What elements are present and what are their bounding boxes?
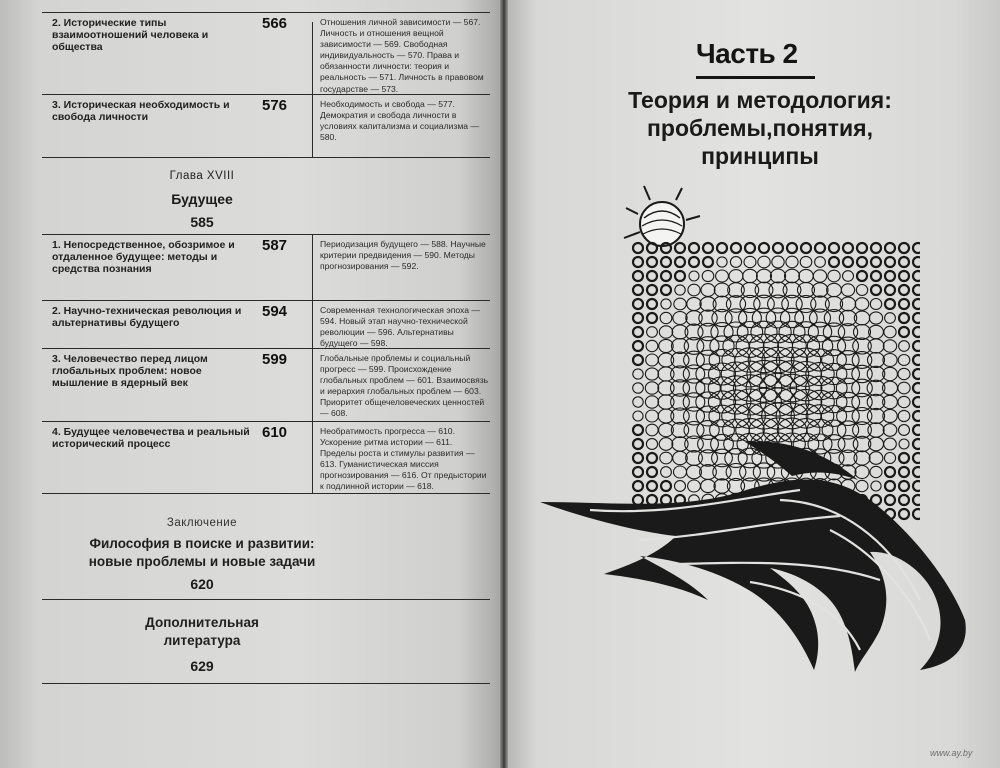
grid-circle [811,296,830,312]
grid-circle [647,313,657,323]
grid-circle [857,243,867,253]
grid-circle [799,269,813,282]
grid-circle [913,467,923,477]
grid-circle [683,379,705,397]
grid-circle [633,397,643,407]
grid-circle [745,243,755,253]
grid-circle [773,243,783,253]
grid-circle [841,284,854,296]
watermark: www.ay.by [930,748,973,758]
toc-entry [42,94,490,159]
grid-circle [898,355,910,366]
grid-circle [633,411,643,421]
grid-circle [883,424,897,437]
grid-circle [633,383,644,393]
grid-circle [701,284,715,297]
grid-circle [647,327,658,338]
grid-circle [711,434,734,453]
toc-subtopics: Необратимость прогресса — 610. Ускорение ритма истории — 611. Пределы роста и стимулы развития — 613. Гуманистическая миссия прогнозирования — 616. От предыстории к подлинной истории — 618. [320,426,487,492]
chapter-label: Глава XVIII [169,170,235,182]
grid-circle [899,481,909,491]
grid-circle [658,381,674,395]
toc-page-number: 610 [262,424,288,441]
grid-circle [913,411,923,421]
grid-circle [633,299,643,309]
grid-circle [703,243,713,253]
grid-circle [751,321,777,343]
chapter-title: Будущее [171,191,233,207]
grid-circle [800,256,812,267]
grid-circle [752,308,775,328]
grid-circle [884,453,895,464]
book-gutter [500,0,508,768]
grid-circle [871,481,881,491]
grid-circle [633,453,643,463]
toc-subtopics: Отношения личной зависимости — 567. Личность и отношения вещной зависимости — 569. Свободная индивидуальность — 570. Права и обязанности личности: теория и реальность — 571. Личность в правовом государстве — 573. [320,17,484,94]
grid-circle [675,481,686,492]
grid-circle [661,299,671,309]
toc-topic: 2. Исторические типы взаимоотношений человека и общества [52,17,209,53]
grid-circle [885,313,896,324]
conclusion-label: Заключение [166,517,238,529]
grid-circle [717,257,727,267]
grid-circle [633,341,643,351]
toc-topic: 3. Человечество перед лицом глобальных проблем: новое мышление в ядерный век [52,353,208,389]
toc-page-number: 576 [262,97,288,114]
grid-circle [899,439,909,449]
grid-circle [843,271,854,282]
grid-circle [646,340,658,351]
grid-circle [870,466,882,477]
grid-circle [758,256,770,268]
grid-circle [898,382,910,394]
grid-circle [899,495,909,505]
grid-circle [633,355,643,365]
grid-circle [856,285,867,296]
grid-circle [899,299,909,309]
grid-circle [913,439,923,449]
grid-circle [913,383,923,393]
grid-circle [899,257,909,267]
grid-circle [689,271,699,281]
grid-circle [703,257,713,267]
grid-circle [759,243,769,253]
grid-circle [633,243,643,253]
grid-circle [660,312,672,323]
grid-circle [870,299,881,310]
toc-subtopics: Необходимость и свобода — 577. Демократия и свобода личности в условиях капитализма и социализма — 580. [320,99,480,143]
grid-circle [843,257,853,267]
toc-entry [42,421,490,494]
toc-subtopics: Современная технологическая эпоха — 594. Новый этап научно-технической революции — 596. Альтернативы будущего — 598. [320,305,481,349]
toc-topic: 4. Будущее человечества и реальный исторический процесс [52,426,250,450]
grid-circle [913,509,923,519]
grid-circle [645,382,658,394]
grid-circle [659,326,672,338]
grid-circle [913,425,923,435]
grid-circle [899,285,909,295]
grid-circle [633,285,643,295]
grid-circle [779,321,805,342]
grid-circle [716,270,729,282]
grid-circle [913,271,923,281]
toc-entry [42,234,490,301]
sun-icon [624,186,700,246]
toc-entry [42,348,490,422]
grid-circle [737,322,762,343]
grid-circle [899,509,909,519]
grid-circle [867,408,884,423]
grid-circle [633,271,643,281]
grid-circle [633,327,643,337]
grid-circle [717,243,727,253]
grid-circle [857,271,867,281]
grid-circle [672,437,688,451]
grid-circle [869,452,883,465]
grid-circle [854,451,870,465]
grid-circle [815,257,826,268]
grid-circle [701,479,716,492]
grid-circle [744,256,756,267]
grid-circle [658,367,674,381]
divider-line [42,599,490,600]
grid-circle [899,313,909,323]
grid-circle [898,368,910,379]
grid-circle [770,269,785,283]
grid-circle [868,353,885,368]
toc-page-number: 587 [262,237,288,254]
grid-circle [647,453,657,463]
grid-circle [743,269,758,282]
grid-circle [658,409,674,423]
grid-circle [633,369,643,379]
grid-circle [871,243,881,253]
grid-circle [913,299,923,309]
grid-circle [899,453,909,463]
toc-page-number: 594 [262,303,288,320]
grid-circle [869,312,882,324]
literature-title-line2: литература [163,633,241,648]
grid-circle [913,453,923,463]
grid-circle [661,467,672,478]
grid-circle [885,257,895,267]
grid-circle [857,257,867,267]
grid-circle [647,299,657,309]
grid-circle [885,299,895,309]
grid-circle [646,410,659,422]
grid-circle [661,481,671,491]
grid-circle [661,271,671,281]
grid-circle [815,243,825,253]
grid-circle [827,283,842,296]
grid-circle [731,243,741,253]
grid-circle [661,257,671,267]
grid-circle [700,297,716,311]
toc-entry [42,300,490,349]
toc-page-number: 599 [262,351,288,368]
grid-circle [884,438,897,450]
grid-circle [813,270,826,282]
grid-circle [913,341,923,351]
part-title-line1: Теория и методология: [628,87,892,113]
grid-circle [885,243,895,253]
grid-circle [913,327,923,337]
grid-circle [801,243,811,253]
grid-circle [709,363,736,385]
toc-subtopics: Глобальные проблемы и социальный прогресс — 599. Происхождение глобальных проблем — 601. Взаимосвязь и иерархия глобальных проблем — 603. Приоритет общечеловеческих ценностей — 608. [320,353,489,419]
grid-circle [633,495,643,505]
grid-circle [683,365,704,383]
grid-circle [729,270,743,283]
grid-circle [855,298,869,311]
grid-circle [785,269,800,283]
grid-circle [689,243,699,253]
literature-title-line1: Дополнительная [145,615,259,630]
grid-circle [633,257,643,267]
divider-line [42,157,490,158]
grid-circle [658,395,674,409]
grid-circle [808,322,831,342]
grid-circle [688,284,700,296]
grid-circle [674,466,687,478]
grid-circle [829,257,839,267]
grid-circle [913,481,923,491]
grid-circle [724,434,749,454]
grid-circle [645,368,658,380]
divider-line [42,493,490,494]
part-label: Часть 2 [696,38,798,69]
grid-circle [885,467,895,477]
grid-circle [868,339,884,353]
grid-circle [647,467,657,477]
grid-circle [899,271,909,281]
grid-circle [659,438,673,451]
grid-circle [708,377,735,399]
grid-circle [661,285,671,295]
grid-circle [687,297,701,310]
part-underline [696,76,815,79]
grid-circle [633,481,643,491]
conclusion-title-line1: Философия в поиске и развитии: [89,536,315,551]
grid-circle [913,397,923,407]
grid-circle [913,243,923,253]
toc-topic: 1. Непосредственное, обозримое и отдаленное будущее: методы и средства познания [52,239,235,275]
grid-circle [829,243,839,253]
grid-circle [645,396,658,408]
grid-circle [899,327,909,337]
grid-circle [766,308,790,328]
grid-circle [686,451,703,466]
grid-circle [898,396,910,407]
grid-circle [899,425,910,436]
grid-circle [885,495,895,505]
circle-grid-pattern [633,243,923,520]
grid-circle [633,467,643,477]
grid-circle [647,271,657,281]
grid-circle [885,481,895,491]
grid-circle [702,270,714,281]
grid-circle [683,393,705,411]
grid-circle [765,321,791,343]
part-title [562,86,958,170]
grid-circle [913,313,923,323]
grid-circle [899,467,909,477]
grid-circle [647,481,657,491]
grid-circle [633,425,643,435]
part-title-line2: проблемы,понятия, [647,115,873,141]
grid-circle [868,423,884,437]
grid-circle [647,257,657,267]
grid-circle [633,439,643,449]
grid-circle [899,341,910,352]
grid-circle [913,355,923,365]
grid-circle [689,257,699,267]
toc-entry [42,12,490,95]
grid-circle [855,466,869,479]
grid-circle [675,285,685,295]
grid-circle [913,369,923,379]
divider-line [42,683,490,684]
literature-page-number: 629 [190,658,214,674]
grid-circle [646,424,658,436]
sphere-illustration [530,180,970,680]
grid-circle [646,354,659,366]
grid-circle [739,308,762,327]
grid-circle [647,285,657,295]
grid-circle [854,325,871,340]
grid-circle [856,480,868,491]
grid-circle [913,495,923,505]
grid-circle [787,243,797,253]
grid-circle [786,256,798,268]
grid-circle [673,312,687,325]
grid-circle [675,271,685,281]
grid-circle [646,439,657,450]
toc-topic: 3. Историческая необходимость и свобода личности [52,99,230,123]
grid-circle [675,257,685,267]
grid-circle [688,480,701,492]
grid-circle [843,243,853,253]
grid-circle [871,271,881,281]
grid-circle [708,391,735,413]
grid-circle [883,340,896,352]
conclusion-title-line2: новые проблемы и новые задачи [88,554,316,569]
grid-circle [647,495,657,505]
grid-circle [884,326,896,338]
grid-circle [871,257,881,267]
grid-circle [686,311,702,326]
grid-circle [724,322,748,342]
grid-circle [633,313,643,323]
toc-topic: 2. Научно-техническая революция и альтернативы будущего [52,305,242,329]
grid-circle [780,308,803,327]
grid-circle [898,410,910,421]
grid-circle [674,298,686,310]
grid-circle [730,257,741,268]
grid-circle [885,285,895,295]
toc-page-number: 566 [262,15,288,32]
conclusion-page-number: 620 [190,576,214,592]
grid-circle [710,336,734,356]
grid-circle [871,285,881,295]
grid-circle [697,421,719,440]
grid-circle [660,452,672,464]
grid-circle [913,257,923,267]
grid-circle [899,243,909,253]
grid-circle [700,465,717,480]
chapter-page-number: 585 [190,214,214,230]
toc-subtopics: Периодизация будущего — 588. Научные критерии предвидения — 590. Методы прогнозирования — 592. [320,239,486,272]
grid-circle [675,243,685,253]
part-title-line3: принципы [701,143,819,169]
grid-circle [794,322,819,343]
grid-circle [757,269,772,283]
grid-circle [913,285,923,295]
grid-circle [828,270,840,282]
grid-circle [885,271,895,281]
grid-circle [772,256,784,268]
